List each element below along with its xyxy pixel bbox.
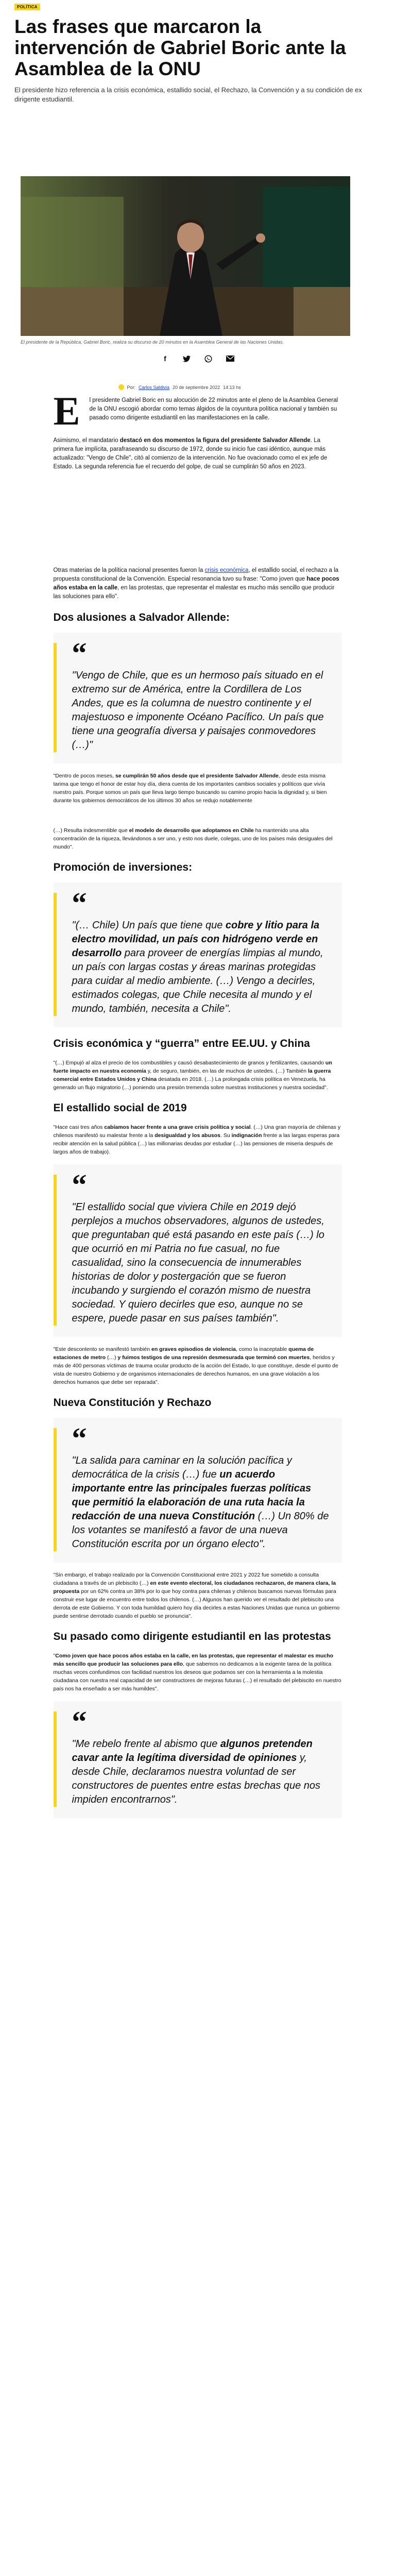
facebook-icon[interactable]: f — [164, 354, 166, 363]
pull-quote: “ "Me rebelo frente al abismo que algunos pretenden cavar ante la legítima diversidad de opiniones y, desde Chile, declaramos nuestra voluntad de ser constructores de puentes entre estas brechas que nos impiden encontrarnos". — [54, 1701, 342, 1818]
ad-space — [54, 471, 342, 559]
crisis-economica-link[interactable]: crisis económica — [204, 567, 249, 573]
byline-prefix: Por: — [127, 384, 136, 390]
paragraph-1: l presidente Gabriel Boric en su alocución de 22 minutos ante el pleno de la Asamblea General de la ONU escogió abordar como temas álgidos de la coyuntura política nacional y también su pasado como dirigente estudiantil en las manifestaciones en la calle. — [89, 397, 338, 421]
section-heading: Nueva Constitución y Rechazo — [53, 1397, 212, 1409]
quote-mark-icon: “ — [72, 886, 87, 920]
author-link[interactable]: Carlos Saldivia — [139, 384, 170, 390]
twitter-icon[interactable] — [183, 354, 191, 363]
quote-text: "Como joven que hace pocos años estaba en la calle, en las protestas, que representar el malestar es mucho más sencillo que producir las soluciones para ello, que sabemos no dedicamos a la exigente tarea de la política muchas veces confundimos con facilidad nuestros los deseos que podamos ser con la herramienta a la molestia ciudadana con nuestra real capacidad de ser constructores de mejoras futuras (…) el resultado del plebiscito en nuestro país nos ha enseñado a ser más humildes". — [53, 1653, 341, 1692]
article-body — [54, 384, 342, 1818]
pull-quote: “ "El estallido social que viviera Chile en 2019 dejó perplejos a muchos observadores, algunos de ustedes, que preguntaban qué está pasando en este país (…) lo que ocurrió en mi Patria no fue casual, no fue casualidad, sino la consecuencia de innumerables historias de dolor y postergación que se fueron incubando y surgiendo el corazón mismo de nuestra sociedad. Y quiero decirles que eso, aunque no se espere, puede pasar en sus países también". — [54, 1164, 342, 1337]
ad-space — [54, 805, 342, 818]
paragraph-3: Otras materias de la política nacional presentes fueron la crisis económica, el estallido social, el rechazo a la propuesta constitucional de la Convención. Especial resonancia tuvo su frase: "Como joven que hace pocos años estaba en la calle, en las protestas, que representar el malestar es mucho más sencillo que producir las soluciones para ello". — [53, 567, 339, 600]
quote-text: (…) Resulta indesmentible que el modelo de desarrollo que adoptamos en Chile ha mantenido una alta concentración de la riqueza, llevándonos a ser uno, y esto nos duele, colegas, uno de los países más desiguales del mundo". — [53, 827, 333, 850]
intro-paragraph — [53, 388, 342, 433]
email-icon[interactable] — [226, 354, 234, 363]
section-heading: Crisis económica y “guerra” entre EE.UU. y China — [53, 1038, 310, 1049]
quote-text: "Este descontento se manifestó también en graves episodios de violencia, como la inaceptable quema de estaciones de metro (…) y fuimos testigos de una represión desmesurada que terminó con muertes, heridos y más de 400 personas víctimas de trauma ocular producto de la acción del Estado, lo que constituye, desde el punto de vista de nuestro Gobierno y de organismos internacionales de derechos humanos, en una grave violación a los derechos humanos que debe ser reparada". — [53, 1346, 338, 1385]
section-heading: Dos alusiones a Salvador Allende: — [53, 612, 230, 623]
hero-photo — [21, 176, 350, 336]
whatsapp-icon[interactable] — [204, 354, 213, 363]
quote-text: "Sin embargo, el trabajo realizado por la Convención Constitucional entre 2021 y 2022 fue sometido a consulta ciudadana a través de un plebiscito (…) en este evento electoral, los ciudadanos rechazaron, de manera clara, la propuesta por un 62% contra un 38% por lo que hoy contra para chilenas y chilenos buscamos nuevas fórmulas para construir ese lugar de encuentro entre todos los chilenos. (…) Algunos han querido ver el resultado del plebiscito una derrota de este Gobierno. Y con toda humildad quiero hoy día decirles a estas Naciones Unidas que nunca un gobierno puede sentirse derrotado cuando el pueblo se pronuncia". — [53, 1572, 340, 1619]
byline-date: 20 de septiembre 2022 — [173, 384, 220, 390]
article-lead: El presidente hizo referencia a la crisis económica, estallido social, el Rechazo, la Convención y a su condición de ex dirigente estudiantil. — [14, 86, 362, 103]
quote-mark-icon: “ — [72, 636, 87, 670]
drop-cap: E — [53, 388, 80, 433]
section-heading: Promoción de inversiones: — [53, 861, 193, 873]
photo-caption: El presidente de la República, Gabriel Boric, realiza su discurso de 20 minutos en la Asamblea General de las Naciones Unidas. — [21, 340, 284, 345]
byline-time: 14:13 hs — [223, 384, 241, 390]
byline — [54, 384, 342, 390]
quote-mark-icon: “ — [72, 1705, 87, 1738]
share-bar — [14, 354, 381, 363]
photo-illustration — [21, 176, 350, 336]
quote-text: "Hace casi tres años cabíamos hacer frente a una grave crisis política y social. (…) Una gran mayoría de chilenas y chilenos manifestó su malestar frente a la desigualdad y los abusos. Su indignación frente a las largas esperas para recibir atención en la salud pública (…) las millonarias deudas por estudiar (…) las pensiones de miseria después de largos años de trabajo). — [53, 1124, 341, 1155]
pull-quote: “ "Vengo de Chile, que es un hermoso país situado en el extremo sur de América, entre la Cordillera de Los Andes, que es la columna de nuestro continente y el majestuoso e imponente Océano Pacífico. Un país que tiene una geografía diversa y paisajes conmovedores (…)" — [54, 633, 342, 764]
pull-quote: “ "La salida para caminar en la solución pacífica y democrática de la crisis (…) fue un acuerdo importante entre las principales fuerzas políticas que permitió la elaboración de una ruta hacia la redacción de una nueva Constitución (…) Un 80% de los votantes se manifestó a favor de una nueva Constitución escrita por un órgano electo". — [54, 1418, 342, 1563]
quote-mark-icon: “ — [72, 1168, 87, 1201]
section-heading: El estallido social de 2019 — [53, 1102, 187, 1114]
section-heading: Su pasado como dirigente estudiantil en las protestas — [53, 1631, 331, 1642]
quote-text: "(…) Empujó al alza el precio de los combustibles y causó desabastecimiento de granos y fertilizantes, causando un fuerte impacto en nuestra economía y, de seguro, también, en las de muchos de ustedes. (…) También la guerra comercial entre Estados Unidos y China desatada en 2018. (…) La prolongada crisis política en Venezuela, ha generado un flujo migratorio (…) poniendo una presión tremenda sobre nuestras instituciones y nuestra sociedad". — [53, 1060, 332, 1091]
quote-mark-icon: “ — [72, 1421, 87, 1455]
paragraph-2: Asimismo, el mandatario destacó en dos momentos la figura del presidente Salvador Allende. La primera fue implícita, parafraseando su discurso de 1972, donde su inicio fue casi idéntico, aunque más actualizado: "Vengo de Chile", citó al comienzo de la intervención. No fue ovacionado como el ex jefe de Estado. La segunda referencia fue el recuerdo del golpe, de cual se cumplirán 50 años en 2023. — [53, 437, 328, 470]
pull-quote: “ "(… Chile) Un país que tiene que cobre y litio para la electro movilidad, un país con hidrógeno verde en desarrollo para proveer de energías limpias al mundo, un país con largas costas y áreas marinas protegidas para cuidar al medio ambiente. (…) Vengo a decirles, estimados colegas, que Chile necesita al mundo y el mundo, también, necesita a Chile". — [54, 883, 342, 1027]
quote-text: "Dentro de pocos meses, se cumplirán 50 años desde que el presidente Salvador Allende, desde esta misma tarima que tengo el honor de estar hoy día, diera cuenta de los importantes cambios sociales y políticos que vivía nuestro país. Porque somos un país que lleva largo tiempo buscando su camino propio hacia la dignidad y, si bien durante los gobiernos democráticos de los últimos 30 años se redujo notablemente — [53, 773, 327, 804]
article-title: Las frases que marcaron la intervención de Gabriel Boric ante la Asamblea de la ONU — [14, 16, 346, 79]
section-tag[interactable]: POLÍTICA — [14, 4, 40, 10]
author-avatar — [118, 384, 124, 390]
